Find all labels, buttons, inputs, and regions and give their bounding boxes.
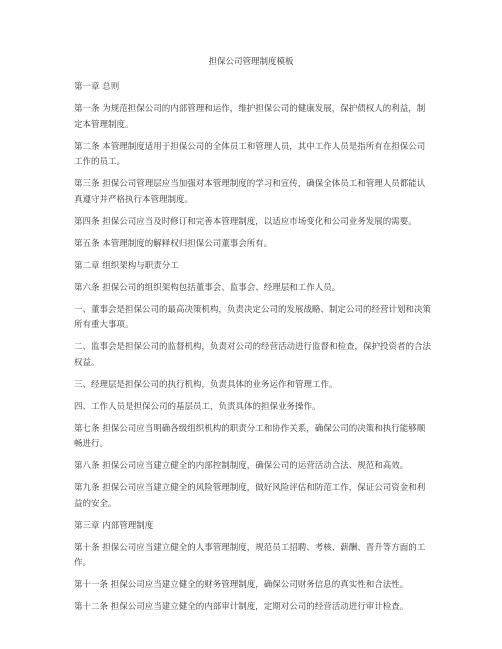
article-7: 第七条 担保公司应当明确各级组织机构的职责分工和协作关系，确保公司的决策和执行能够顺畅进行。 [74, 423, 426, 449]
article-1: 第一条 为规范担保公司的内部管理和运作，维护担保公司的健康发展，保护债权人的利益，制定本管理制度。 [74, 104, 426, 130]
article-11: 第十一条 担保公司应当建立健全的财务管理制度，确保公司财务信息的真实性和合法性。 [74, 580, 409, 590]
article-6-item-3: 三、经理层是担保公司的执行机构，负责具体的业务运作和管理工作。 [74, 379, 338, 390]
document-body [74, 80, 432, 622]
article-5: 第五条 本管理制度的解释权归担保公司董事会所有。 [74, 238, 273, 249]
article-2: 第二条 本管理制度适用于担保公司的全体员工和管理人员，其中工作人员是指所有在担保公司工作的员工。 [74, 141, 426, 167]
article-6-item-2: 二、监事会是担保公司的监督机构，负责对公司的经营活动进行监督和检查，保护投资者的合法权益。 [74, 342, 432, 368]
article-12: 第十二条 担保公司应当建立健全的内部审计制度，定期对公司的经营活动进行审计检查。 [74, 602, 409, 612]
article-8: 第八条 担保公司应当建立健全的内部控制制度，确保公司的运营活动合法、规范和高效。 [74, 461, 409, 471]
article-10: 第十条 担保公司应当建立健全的人事管理制度，规范员工招聘、考核、薪酬、晋升等方面的工作。 [74, 542, 426, 568]
chapter-1-heading: 第一章 总则 [74, 82, 120, 92]
article-6-item-1: 一、董事会是担保公司的最高决策机构，负责决定公司的发展战略、制定公司的经营计划和决策所有重大事项。 [74, 304, 432, 330]
chapter-2-heading: 第二章 组织架构与职责分工 [74, 260, 179, 271]
article-6: 第六条 担保公司的组织架构包括董事会、监事会、经理层和工作人员。 [74, 282, 341, 293]
chapter-3-heading: 第三章 内部管理制度 [74, 520, 154, 531]
article-3: 第三条 担保公司管理层应当加强对本管理制度的学习和宣传，确保全体员工和管理人员都能认真遵守并严格执行本管理制度。 [74, 179, 426, 205]
article-4: 第四条 担保公司应当及时修订和完善本管理制度，以适应市场变化和公司业务发展的需要。 [74, 216, 417, 227]
article-9: 第九条 担保公司应当建立健全的风险管理制度，做好风险评估和防范工作，保证公司资金和利益的安全。 [74, 483, 426, 509]
document-title: 担保公司管理制度模板 [208, 57, 294, 67]
article-6-item-4: 四、工作人员是担保公司的基层员工，负责具体的担保业务操作。 [74, 401, 321, 412]
